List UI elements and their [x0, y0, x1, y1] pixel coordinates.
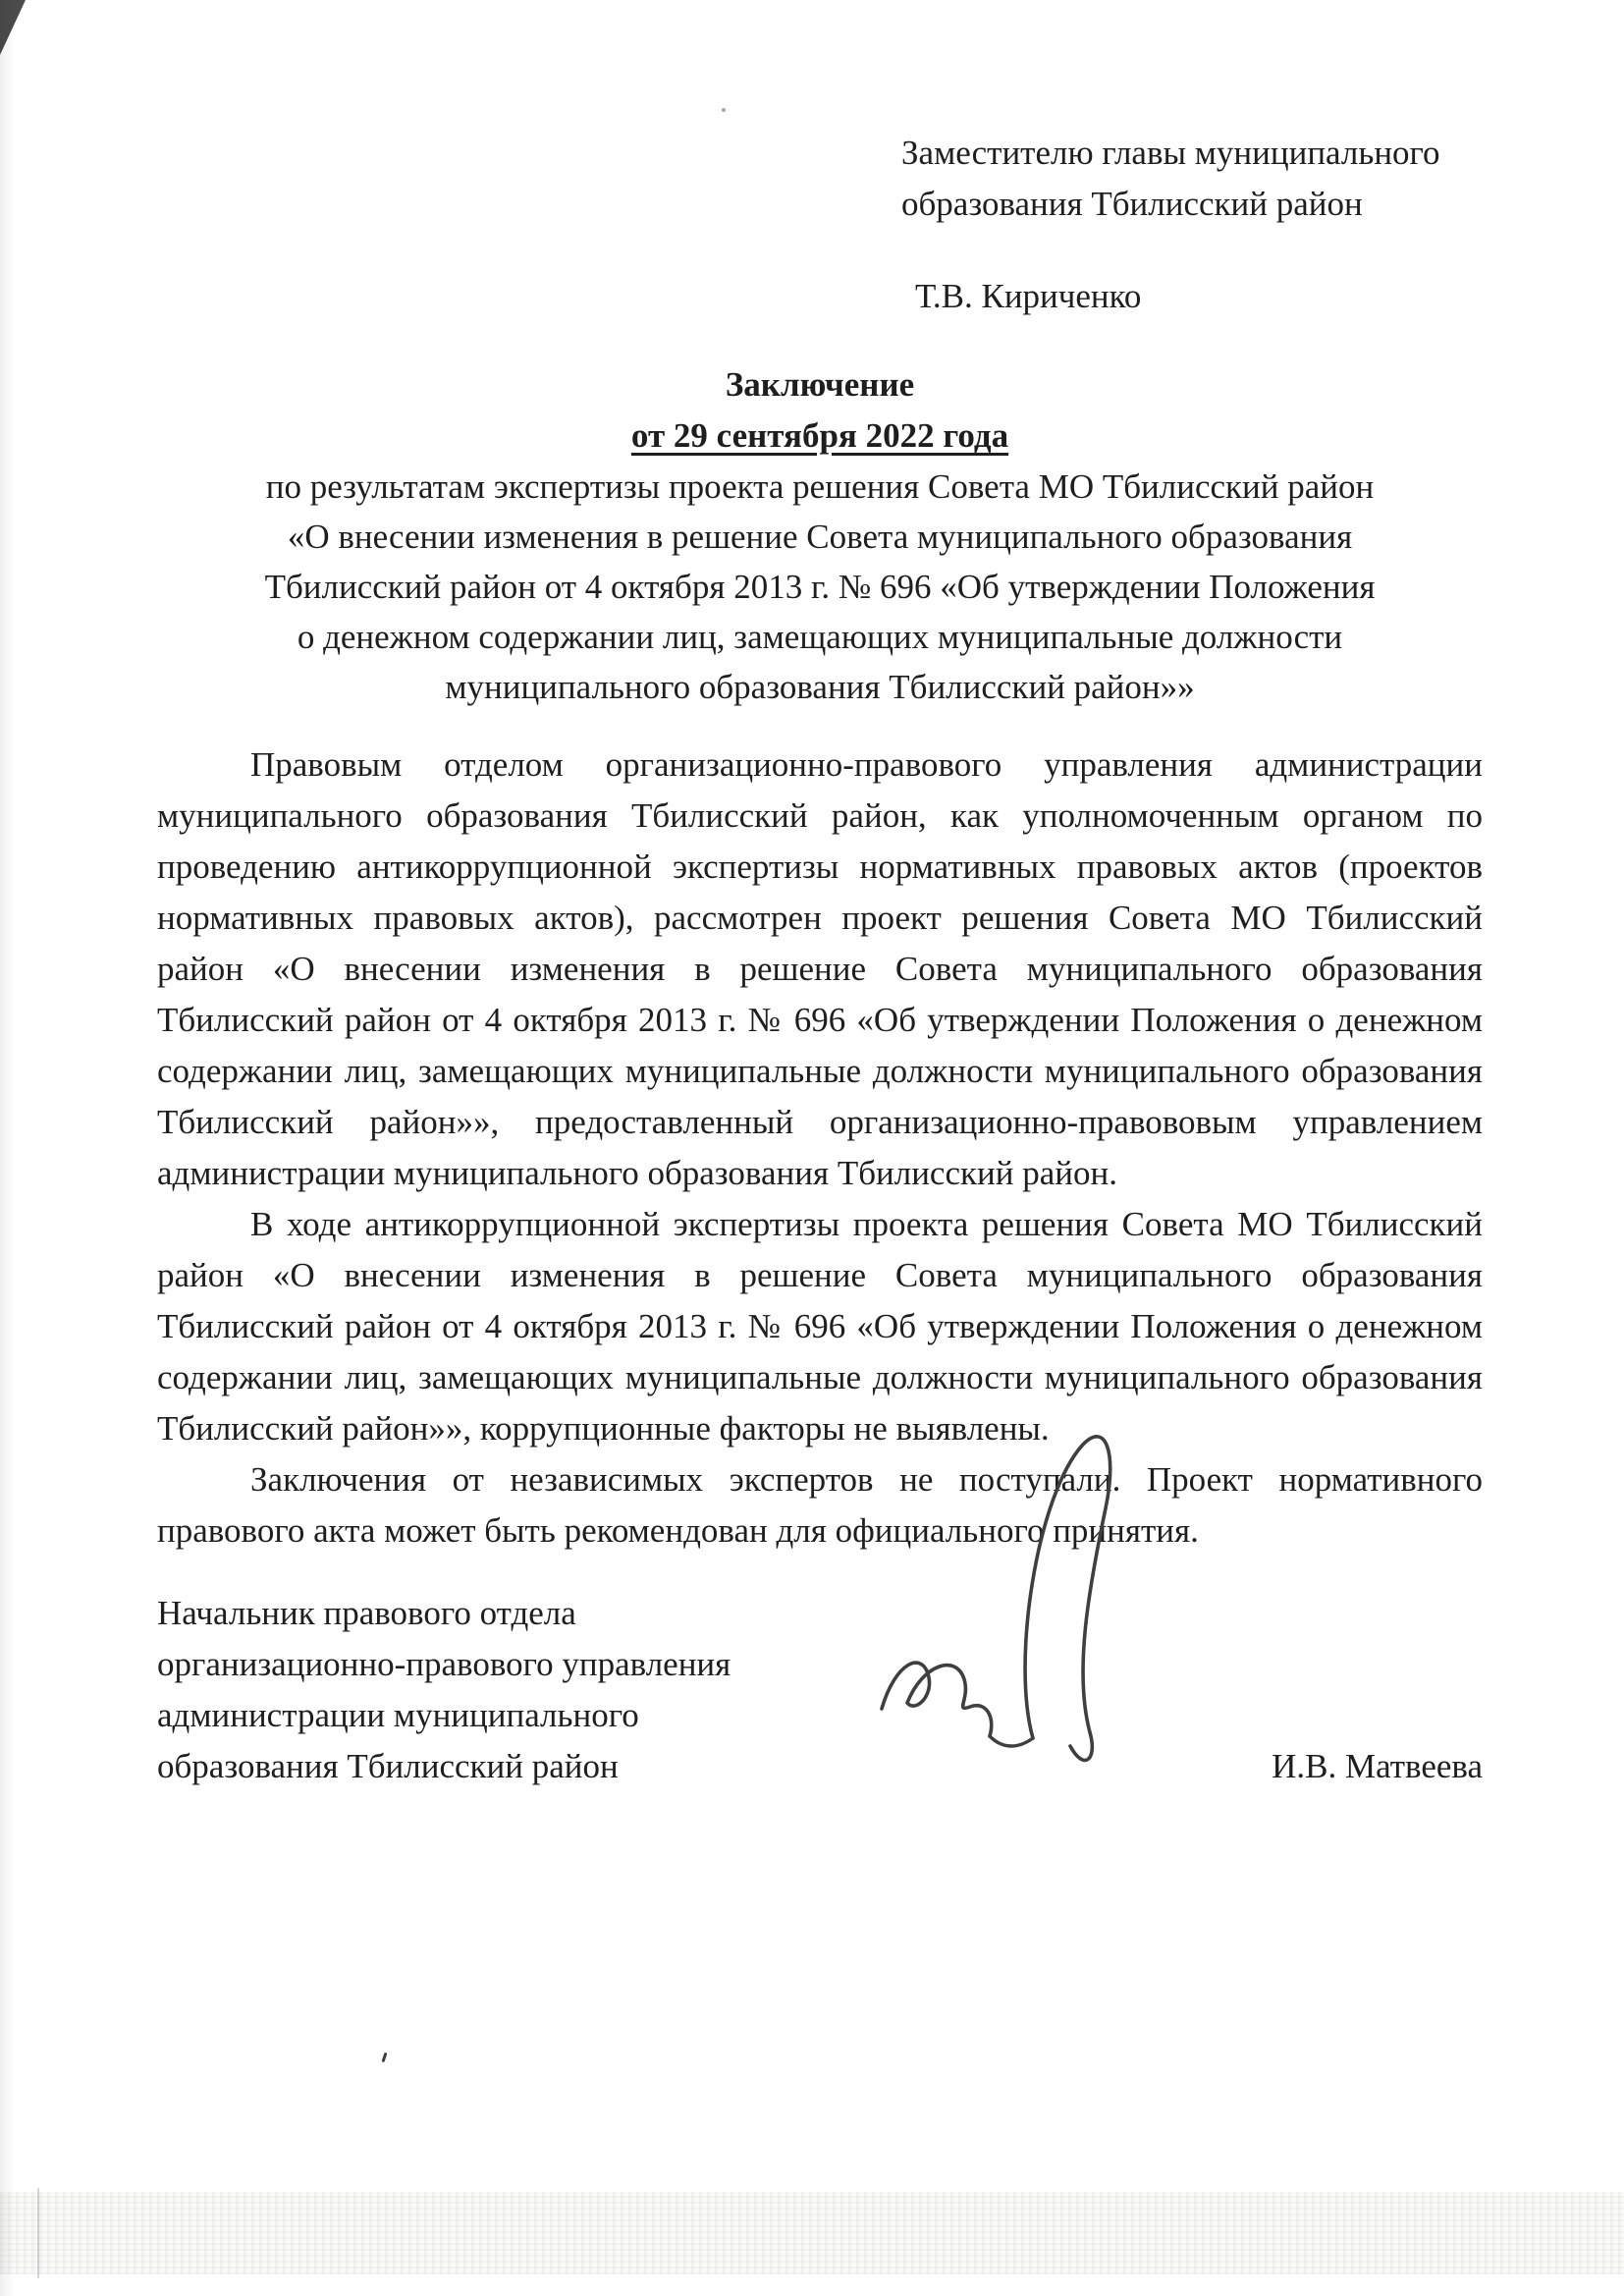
- scan-edge-line: [37, 2188, 39, 2278]
- scan-left-edge-shadow: [0, 0, 16, 2296]
- page-content: [157, 0, 1483, 1792]
- body-paragraph-1: Правовым отделом организационно-правового управления администрации муниципального образования Тбилисский район, как уполномоченным органом по проведению антикоррупционной экспертизы нормативных правовых актов (проектов нормативных правовых актов), рассмотрен проект решения Совета МО Тбилисский район «О внесении изменения в решение Совета муниципального образования Тбилисский район от 4 октября 2013 г. № 696 «Об утверждении Положения о денежном содержании лиц, замещающих муниципальные должности муниципального образования Тбилисский район»», предоставленный организационно-правововым управлением администрации муниципального образования Тбилисский район.: [157, 745, 1483, 1192]
- signer-position-line-2: организационно-правового управления: [157, 1645, 731, 1683]
- subject-block: [157, 462, 1483, 712]
- conclusion-date: от 29 сентября 2022 года: [630, 416, 1009, 455]
- title-block: [157, 359, 1483, 462]
- signer-position-line-3: администрации муниципального: [157, 1696, 639, 1734]
- scan-bottom-noise-band: [0, 2192, 1624, 2274]
- subject-line-4: о денежном содержании лиц, замещающих муниципальные должности: [297, 618, 1343, 656]
- conclusion-title: Заключение: [725, 365, 915, 404]
- signer-position-line-4: образования Тбилисский район: [157, 1747, 619, 1785]
- document-body: [157, 739, 1483, 1557]
- subject-line-5: муниципального образования Тбилисский район»»: [445, 668, 1195, 706]
- subject-line-2: «О внесении изменения в решение Совета муниципального образования: [287, 518, 1353, 556]
- body-paragraph-2: В ходе антикоррупционной экспертизы проекта решения Совета МО Тбилисский район «О внесении изменения в решение Совета муниципального образования Тбилисский район от 4 октября 2013 г. № 696 «Об утверждении Положения о денежном содержании лиц, замещающих муниципальные должности муниципального образования Тбилисский район»», коррупционные факторы не выявлены.: [157, 1205, 1483, 1448]
- subject-line-3: Тбилисский район от 4 октября 2013 г. № 696 «Об утверждении Положения: [264, 568, 1376, 606]
- addressee-line-2: образования Тбилисский район: [901, 185, 1363, 223]
- addressee-line-1: Заместителю главы муниципального: [901, 134, 1440, 172]
- signer-position-line-1: Начальник правового отдела: [157, 1594, 576, 1632]
- subject-line-1: по результатам экспертизы проекта решения Совета МО Тбилисский район: [265, 467, 1375, 506]
- scan-speck: [382, 2052, 388, 2062]
- signer-name: И.В. Матвеева: [1272, 1747, 1483, 1785]
- addressee-block: [901, 128, 1483, 230]
- signer-position: [157, 1588, 731, 1792]
- body-paragraph-3: Заключения от независимых экспертов не поступали. Проект нормативного правового акта может быть рекомендован для официального принятия.: [157, 1460, 1483, 1550]
- addressee-name: Т.В. Кириченко: [915, 277, 1142, 315]
- signature-block: [157, 1588, 1483, 1792]
